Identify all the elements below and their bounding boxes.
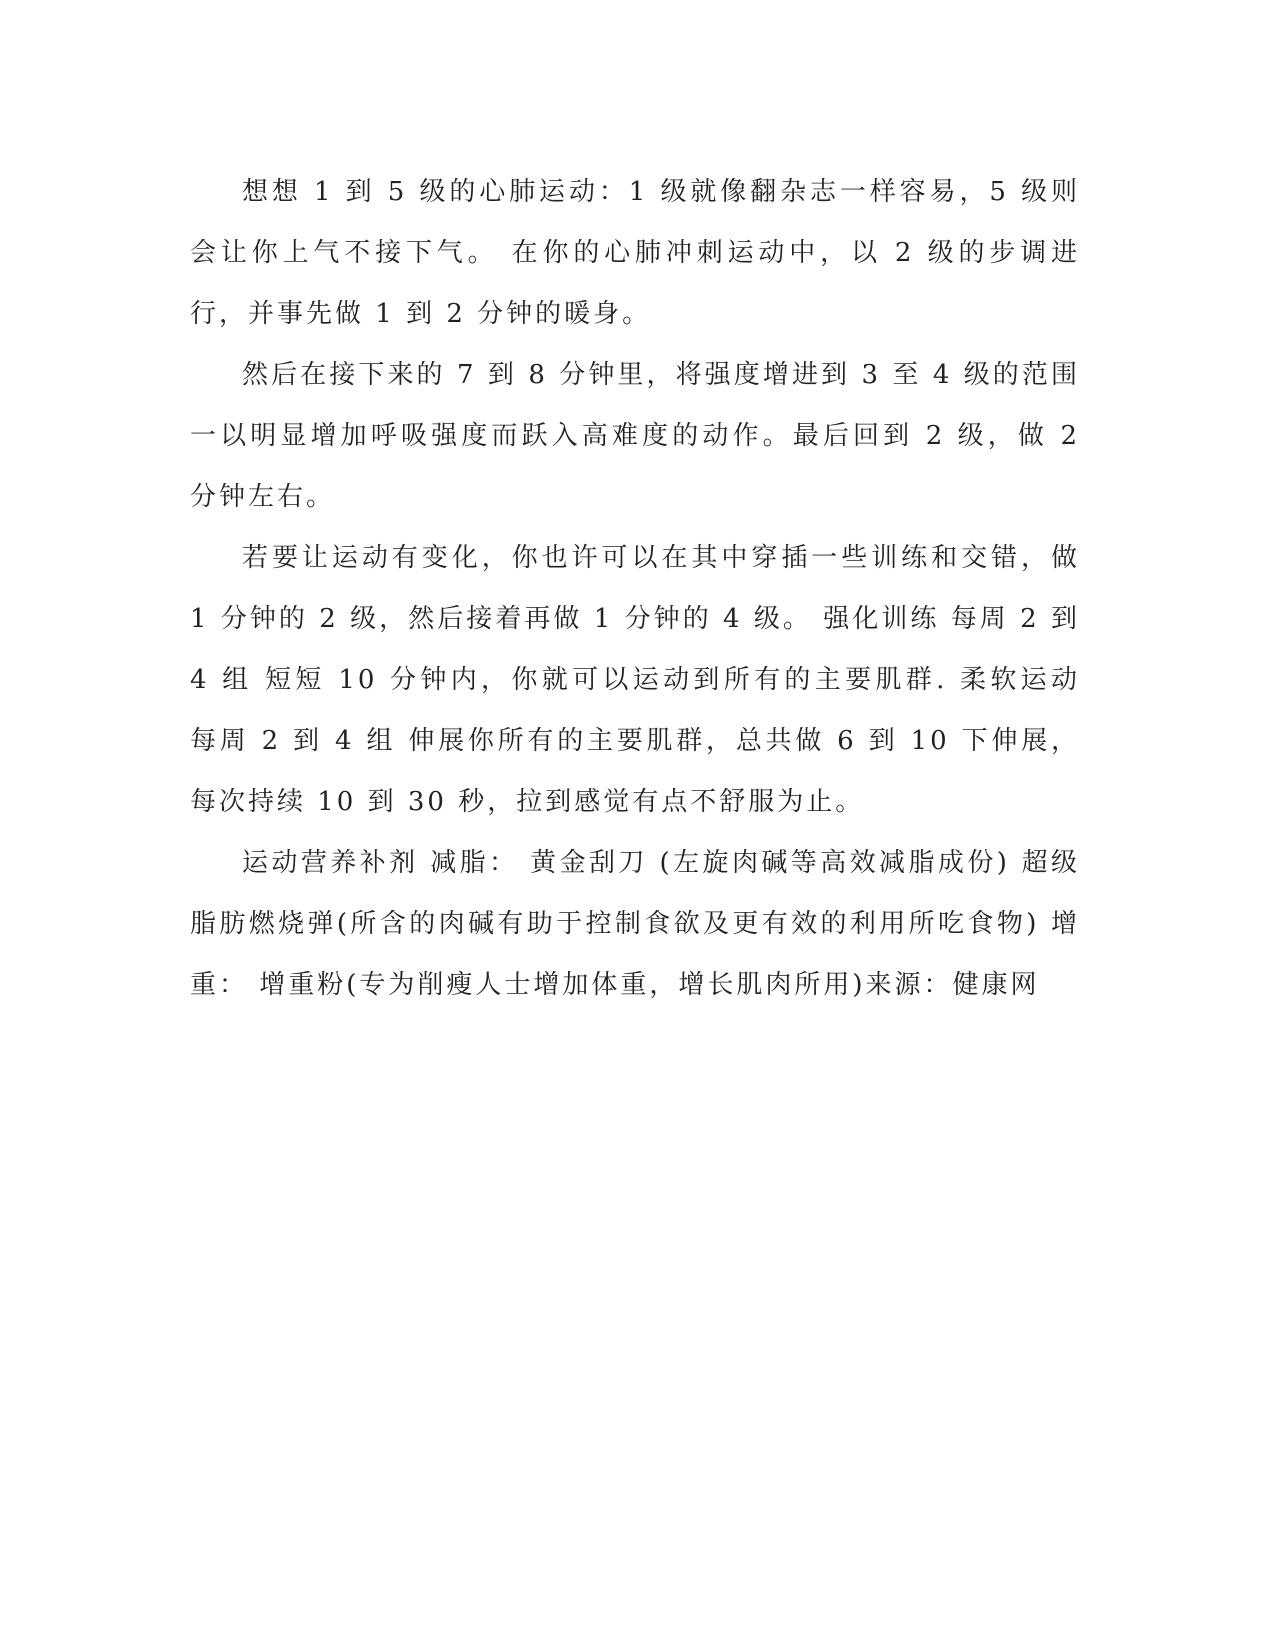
document-body [190,162,1080,1016]
paragraph-cardio-levels: 想想 1 到 5 级的心肺运动：1 级就像翻杂志一样容易，5 级则会让你上气不接下气。 在你的心肺冲刺运动中，以 2 级的步调进行，并事先做 1 到 2 分钟的暖身。 [190,177,1080,329]
paragraph-training-variation: 若要让运动有变化，你也许可以在其中穿插一些训练和交错，做 1 分钟的 2 级，然后接着再做 1 分钟的 4 级。 强化训练 每周 2 到 4 组 短短 10 分钟内，你就可以运动到所有的主要肌群. 柔软运动 每周 2 到 4 组 伸展你所有的主要肌群，总共做 6 到 10 下伸展，每次持续 10 到 30 秒，拉到感觉有点不舒服为止。 [190,543,1080,817]
paragraph-intensity-increase: 然后在接下来的 7 到 8 分钟里，将强度增进到 3 至 4 级的范围一以明显增加呼吸强度而跃入高难度的动作。最后回到 2 级，做 2 分钟左右。 [190,360,1080,512]
paragraph-nutrition-supplements: 运动营养补剂 减脂： 黄金刮刀 (左旋肉碱等高效减脂成份) 超级脂肪燃烧弹(所含的肉碱有助于控制食欲及更有效的利用所吃食物) 增重： 增重粉(专为削瘦人士增加体重，增长肌肉所用)来源：健康网 [190,848,1080,1000]
